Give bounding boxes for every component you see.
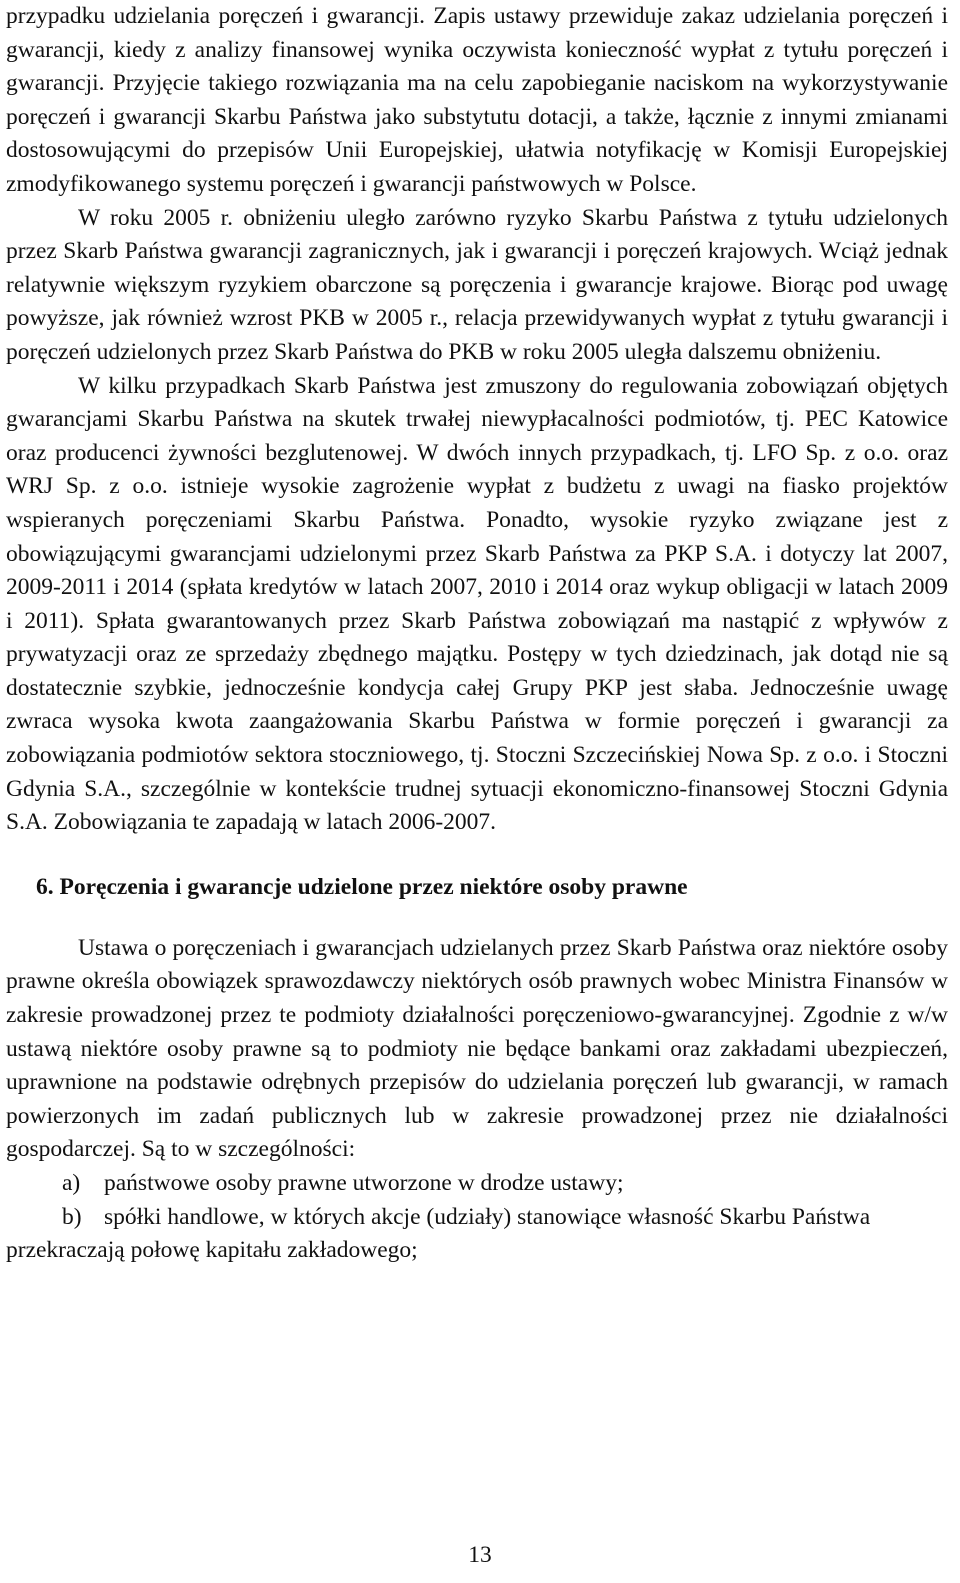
list-marker-a: a): [62, 1170, 81, 1196]
paragraph-1: przypadku udzielania poręczeń i gwarancji. Zapis ustawy przewiduje zakaz udzielania poręczeń i gwarancji, kiedy z analizy finansowej wynika oczywista konieczność wypłat z tytułu poręczeń i gwarancji. Przyjęcie takiego rozwiązania ma na celu zapobieganie naciskom na wykorzystywanie poręczeń i gwarancji Skarbu Państwa jako substytutu dotacji, a także, łącznie z innymi zmianami dostosowującymi do przepisów Unii Europejskiej, ułatwia notyfikację w Komisji Europejskiej zmodyfikowanego systemu poręczeń i gwarancji państwowych w Polsce.: [6, 3, 948, 197]
section-heading: 6. Poręczenia i gwarancje udzielone przez niektóre osoby prawne: [36, 873, 688, 900]
paragraph-3: W kilku przypadkach Skarb Państwa jest zmuszony do regulowania zobowiązań objętych gwarancjami Skarbu Państwa na skutek trwałej niewypłacalności podmiotów, tj. PEC Katowice oraz producenci żywności bezglutenowej. W dwóch innych przypadkach, tj. LFO Sp. z o.o. oraz WRJ Sp. z o.o. istnieje wysokie zagrożenie wypłat z budżetu z uwagi na fiasko projektów wspieranych poręczeniami Skarbu Państwa. Ponadto, wysokie ryzyko związane jest z obowiązującymi gwarancjami udzielonymi przez Skarb Państwa za PKP S.A. i dotyczy lat 2007, 2009-2011 i 2014 (spłata kredytów w latach 2007, 2010 i 2014 oraz wykup obligacji w latach 2009 i 2011). Spłata gwarantowanych przez Skarb Państwa zobowiązań ma nastąpić z wpływów z prywatyzacji oraz ze sprzedaży zbędnego majątku. Postępy w tych dziedzinach, jak dotąd nie są dostatecznie szybkie, jednocześnie kondycja całej Grupy PKP jest słaba. Jednocześnie uwagę zwraca wysoka kwota zaangażowania Skarbu Państwa w formie poręczeń i gwarancji za zobowiązania podmiotów sektora stoczniowego, tj. Stoczni Szczecińskiej Nowa Sp. z o.o. i Stoczni Gdynia S.A., szczególnie w kontekście trudnej sytuacji ekonomiczno-finansowej Stoczni Gdynia S.A. Zobowiązania te zapadają w latach 2006-2007.: [6, 372, 948, 836]
list-item-b: [6, 1201, 948, 1268]
list-marker-b: b): [62, 1203, 82, 1230]
section-intro: Ustawa o poręczeniach i gwarancjach udzielanych przez Skarb Państwa oraz niektóre osoby prawne określa obowiązek sprawozdawczy niektórych osób prawnych wobec Ministra Finansów w zakresie prowadzonej przez te podmioty działalności poręczeniowo-gwarancyjnej. Zgodnie z w/w ustawą niektóre osoby prawne są to podmioty nie będące bankami oraz zakładami ubezpieczeń, uprawnione na podstawie odrębnych przepisów do udzielania poręczeń lub gwarancji, w ramach powierzonych im zadań publicznych lub w zakresie prowadzonej przez nie działalności gospodarczej. Są to w szczególności:: [6, 934, 948, 1163]
document-page: [6, 0, 948, 1268]
list-text-b: spółki handlowe, w których akcje (udziały) stanowiące własność Skarbu Państwa przekraczają połowę kapitału zakładowego;: [6, 1203, 871, 1264]
list-text-a: państwowe osoby prawne utworzone w drodze ustawy;: [104, 1170, 624, 1196]
list-item-a: [6, 1167, 948, 1201]
page-number: 13: [468, 1542, 492, 1568]
paragraph-2: W roku 2005 r. obniżeniu uległo zarówno ryzyko Skarbu Państwa z tytułu udzielonych przez Skarb Państwa gwarancji zagranicznych, jak i gwarancji i poręczeń krajowych. Wciąż jednak relatywnie większym ryzykiem obarczone są poręczenia i gwarancje krajowe. Biorąc pod uwagę powyższe, jak również wzrost PKB w 2005 r., relacja przewidywanych wypłat z tytułu gwarancji i poręczeń udzielonych przez Skarb Państwa do PKB w roku 2005 uległa dalszemu obniżeniu.: [6, 204, 948, 365]
